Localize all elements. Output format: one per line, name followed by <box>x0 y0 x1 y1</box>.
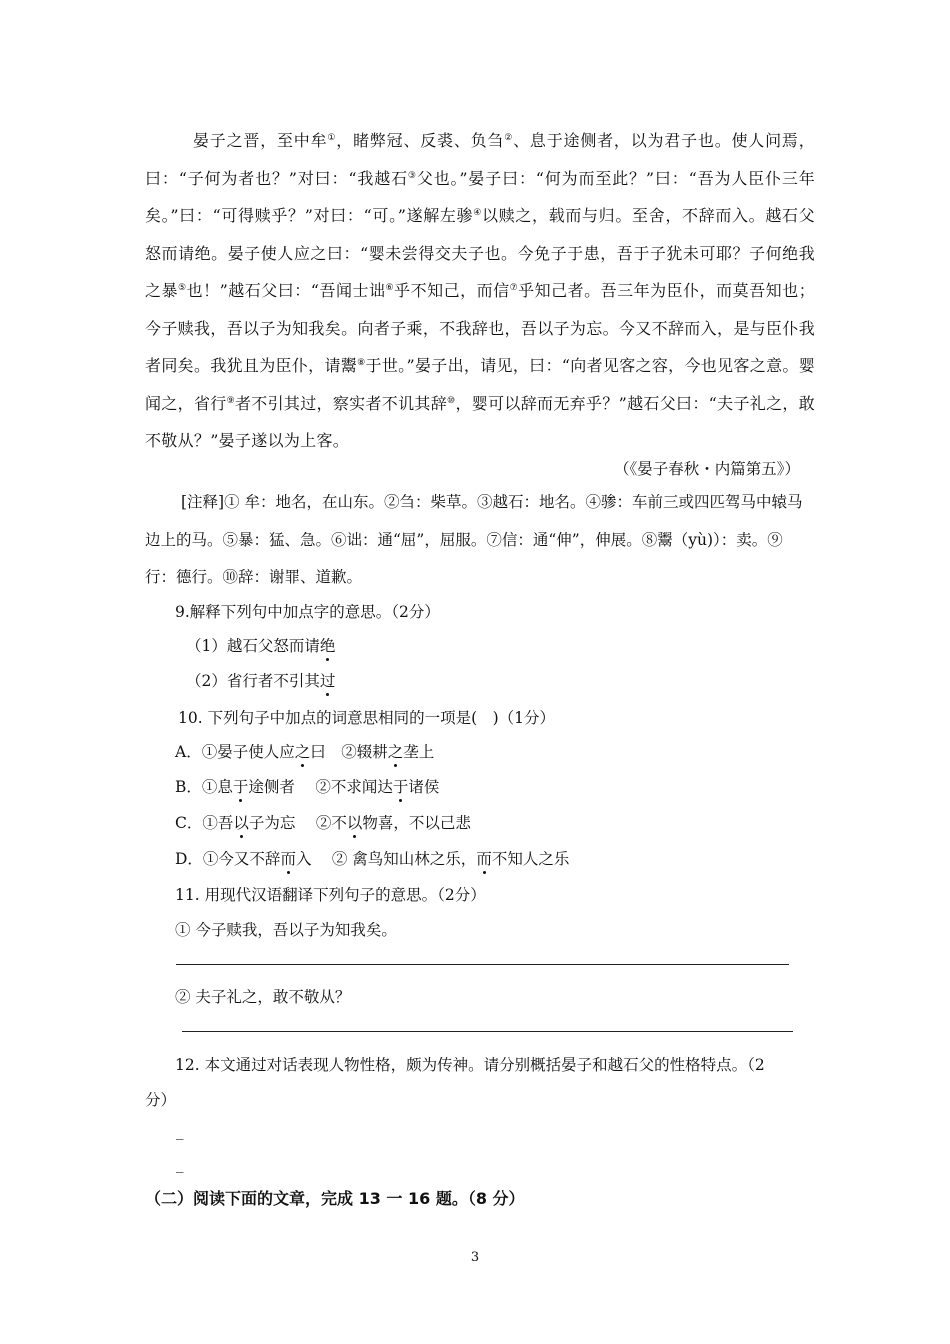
dotted-char: 于 <box>393 775 409 797</box>
dotted-char: 以 <box>347 811 363 833</box>
note-ref-8: ⑧ <box>357 358 366 368</box>
note-ref-9: ⑨ <box>226 395 235 406</box>
note-ref-6: ⑥ <box>385 283 395 293</box>
note-ref-5: ⑤ <box>178 283 187 293</box>
answer-line-2[interactable] <box>182 1031 793 1032</box>
answer-line-1[interactable] <box>176 964 789 965</box>
dotted-char: 而 <box>476 847 492 869</box>
dotted-char: 之 <box>295 740 311 762</box>
q9-item-1: （1）越石父怒而请绝 <box>186 634 335 656</box>
note-ref-1: ① <box>327 133 337 143</box>
q12-title-continued: 分） <box>145 1091 177 1109</box>
passage-text: 晏子之晋，至中牟①，睹弊冠、反裘、负刍②、息于途侧者，以为君子也。使人问焉，曰：“子何为者也？”对曰：“我越石③父也。”晏子曰：“何为而至此？”曰：“吾为人臣仆三年矣。”曰：“可得赎乎？”对曰：“可。”遂解左骖④以赎之，载而与归。至舍，不辞而入。越石父怒而请绝。晏子使人应之曰：“婴未尝得交夫子也。今免子于患，吾于子犹未可耶？子何绝我之暴⑤也！”越石父曰：“吾闻士诎⑥乎不知己，而信⑦乎知己者。吾三年为臣仆，而莫吾知也；今子赎我，吾以子为知我矣。向者子乘，不我辞也，吾以子为忘。今又不辞而入，是与臣仆我者同矣。我犹且为臣仆，请鬻⑧于世。”晏子出，请见，曰：“向者见客之容，今也见客之意。婴闻之，省行⑨者不引其过，察实者不讥其辞⑩，婴可以辞而无弃乎？”越石父曰：“夫子礼之，敢不敬从？”晏子遂以为上客。 <box>145 131 815 450</box>
q11-title: 11. 用现代汉语翻译下列句子的意思。（2分） <box>175 886 486 904</box>
source-citation: （《晏子春秋・内篇第五》） <box>613 460 800 478</box>
answer-blank-2[interactable]: _ <box>176 1155 184 1173</box>
annotations <box>145 484 810 597</box>
q9-item-2: （2）省行者不引其过 <box>186 669 335 691</box>
dotted-char: 而 <box>280 847 296 869</box>
classical-passage <box>145 122 815 460</box>
q10-title: 10. 下列句子中加点的词意思相同的一项是( )（1分） <box>178 709 556 727</box>
q10-option-d: D．①今又不辞而入 ② 禽鸟知山林之乐，而不知人之乐 <box>175 847 569 869</box>
page-number: 3 <box>470 1250 480 1265</box>
section-heading: （二）阅读下面的文章，完成 13 一 16 题。（8 分） <box>145 1189 525 1208</box>
q10-option-b: B．①息于途侧者 ②不求闻达于诸侯 <box>175 775 439 797</box>
q10-option-a: A．①晏子使人应之曰 ②辍耕之垄上 <box>175 740 434 762</box>
q12-title: 12. 本文通过对话表现人物性格，颇为传神。请分别概括晏子和越石父的性格特点。（2 <box>175 1056 765 1074</box>
answer-blank-1[interactable]: _ <box>176 1122 184 1140</box>
note-ref-2: ② <box>504 133 514 143</box>
note-ref-7: ⑦ <box>509 283 519 293</box>
note-ref-4: ④ <box>473 208 482 218</box>
q9-title: 9.解释下列句中加点字的意思。（2分） <box>175 603 440 621</box>
dotted-char: 以 <box>233 811 249 833</box>
dotted-char: 之 <box>388 740 404 762</box>
dotted-char: 于 <box>233 775 249 797</box>
note-ref-10: ⑩ <box>447 395 456 406</box>
note-ref-3: ③ <box>407 170 417 181</box>
annotation-text: [注释]① 牟：地名，在山东。②刍：柴草。③越石：地名。④骖：车前三或四匹驾马中辕马边上的马。⑤暴：猛、急。⑥诎：通“屈”，屈服。⑦信：通“伸”，伸展。⑧鬻（yù)）：卖。⑨行：德行。⑩辞：谢罪、道歉。 <box>145 493 803 586</box>
q11-sentence-2: ② 夫子礼之，敢不敬从？ <box>175 988 351 1006</box>
dotted-char: 绝 <box>320 634 336 656</box>
q11-sentence-1: ① 今子赎我，吾以子为知我矣。 <box>175 921 397 939</box>
q10-option-c: C．①吾以子为忘 ②不以物喜，不以己悲 <box>175 811 471 833</box>
dotted-char: 过 <box>320 669 336 691</box>
